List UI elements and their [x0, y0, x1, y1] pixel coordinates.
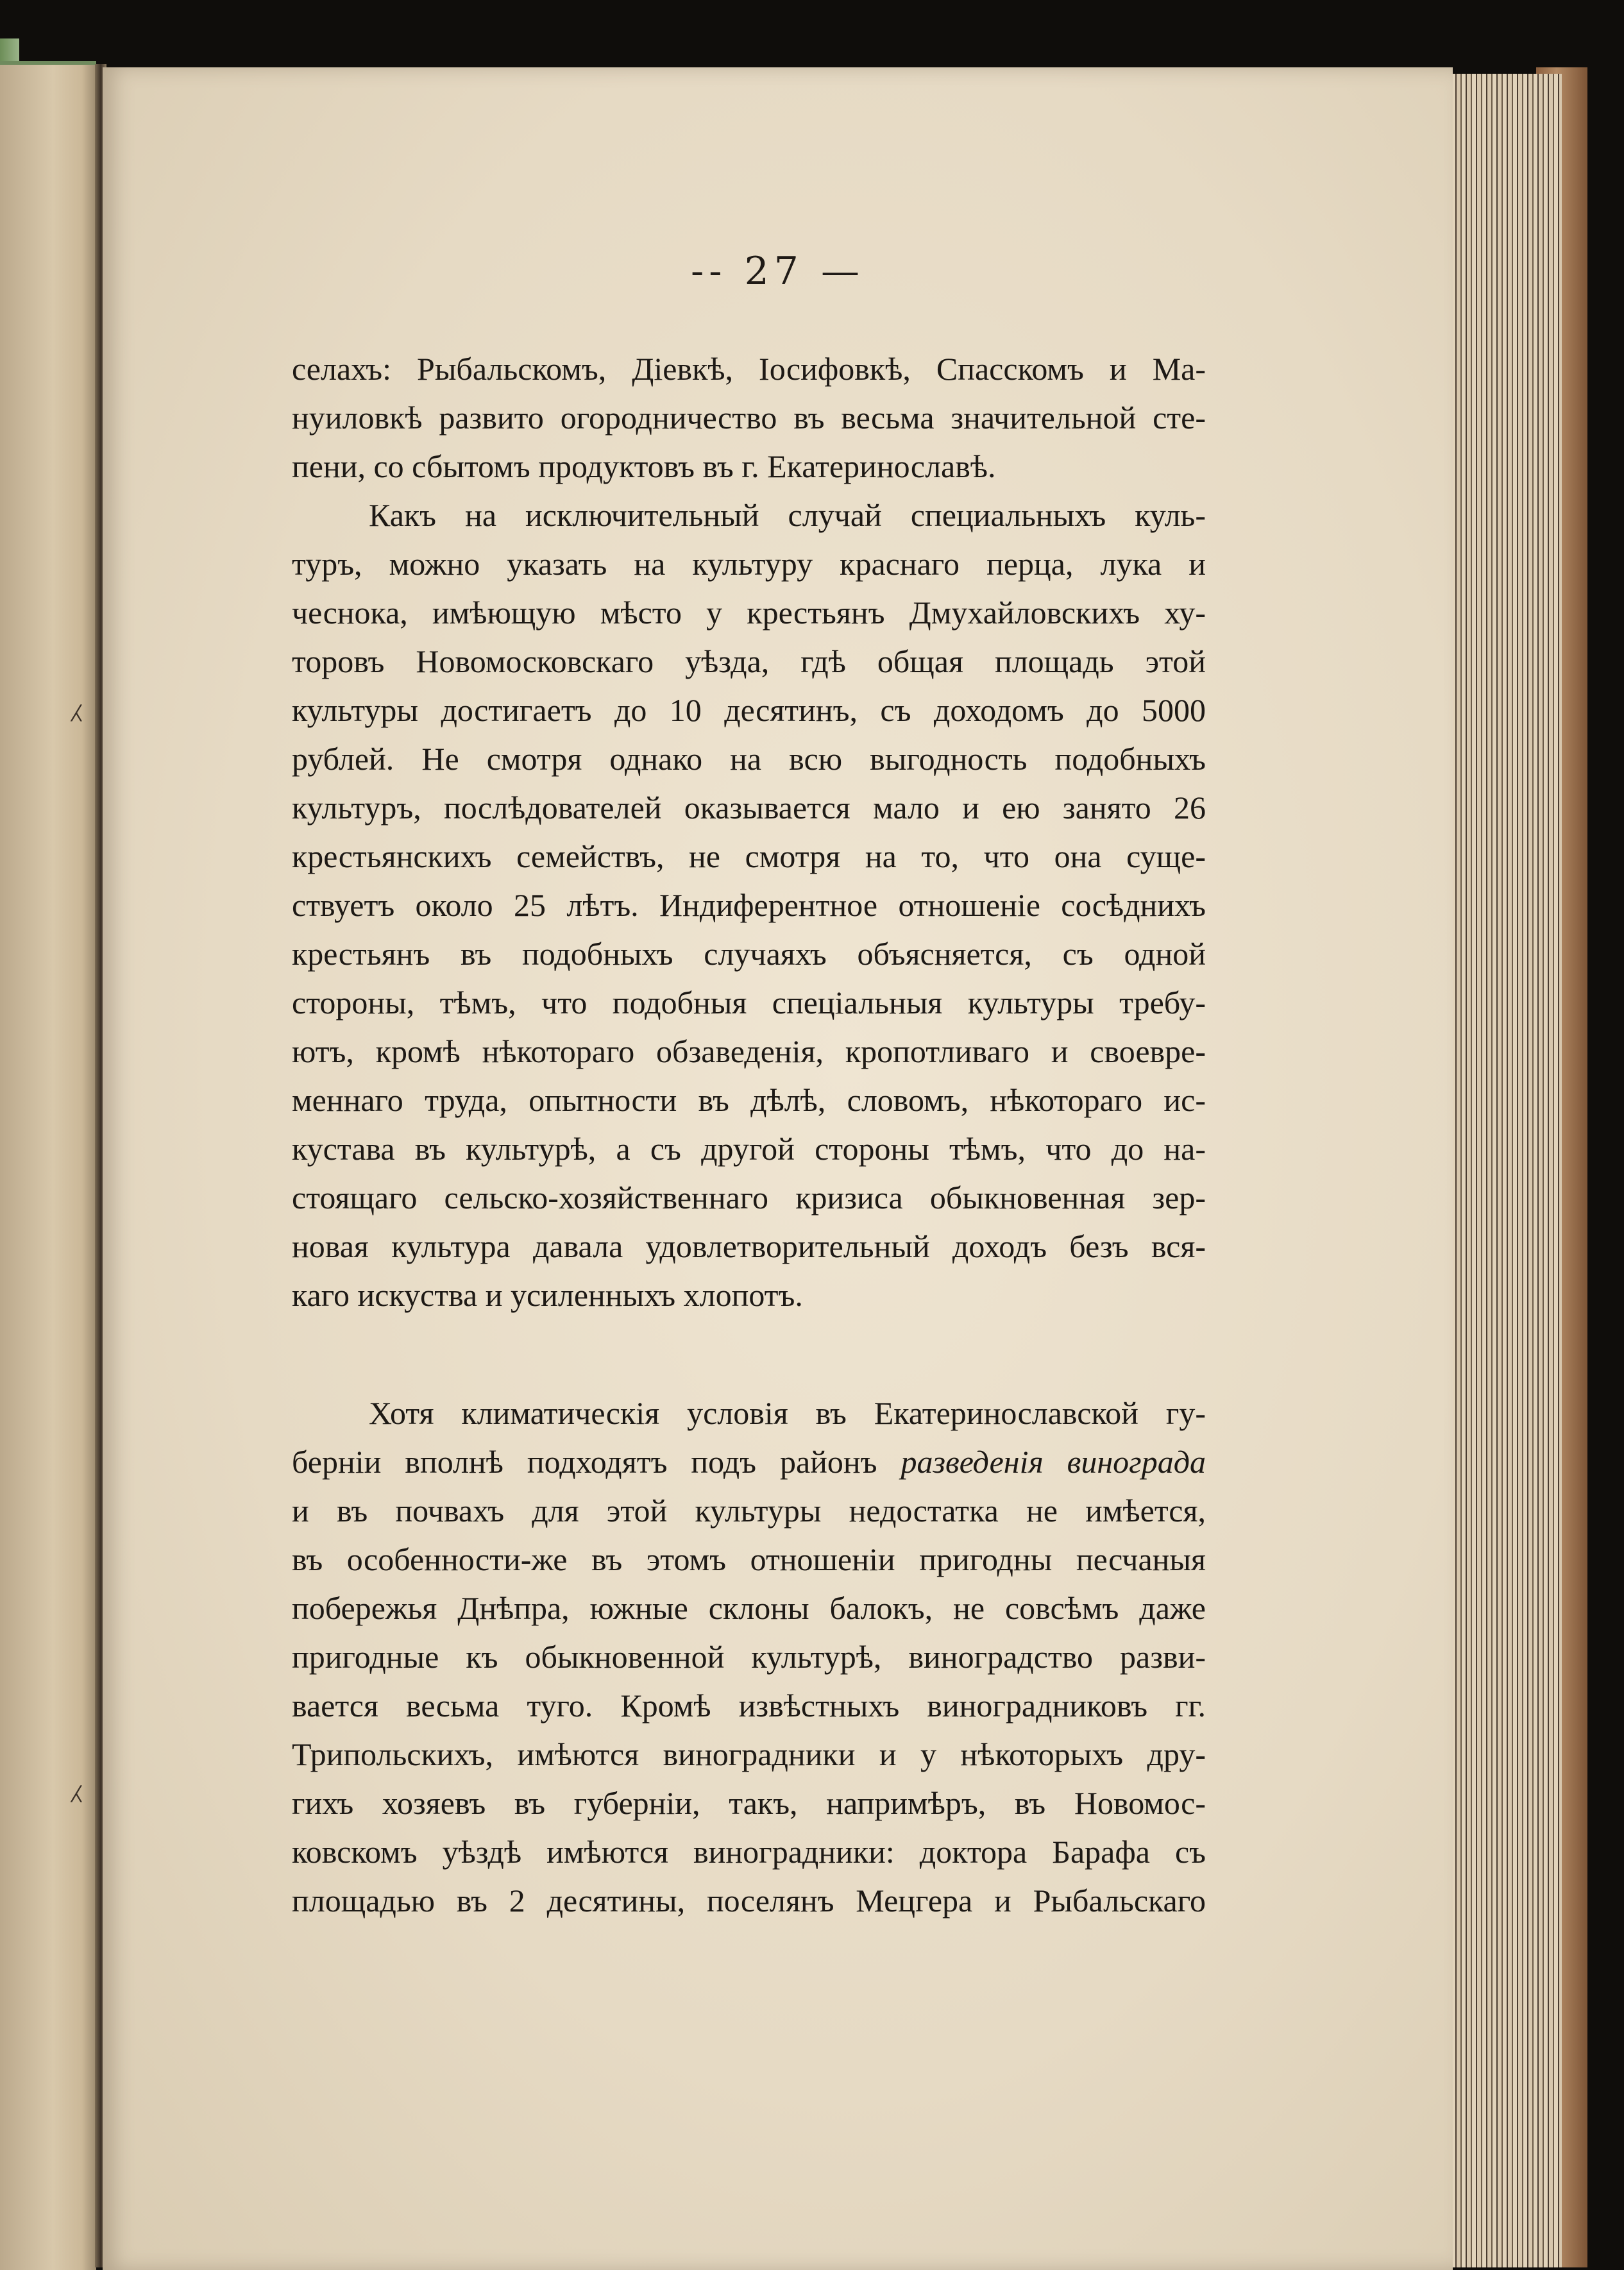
- text-line: Хотя климатическія условія въ Екатеринославской гу-: [369, 1395, 1206, 1431]
- text-line: торовъ Новомосковскаго уѣзда, гдѣ общая площадь этой: [292, 643, 1206, 679]
- text-line: пригодные къ обыкновенной культурѣ, виноградство разви-: [292, 1639, 1206, 1675]
- text-run: берніи вполнѣ подходятъ подъ районъ: [292, 1444, 901, 1480]
- body-text: [292, 344, 1206, 1925]
- text-line: стороны, тѣмъ, что подобныя спеціальныя культуры требу-: [292, 985, 1206, 1021]
- page: [103, 67, 1453, 2270]
- text-line: культуръ, послѣдователей оказывается мало и ею занято 26: [292, 790, 1206, 826]
- text-line: туръ, можно указать на культуру краснаго перца, лука и: [292, 546, 1206, 582]
- text-line: чеснока, имѣющую мѣсто у крестьянъ Дмухайловскихъ ху-: [292, 595, 1206, 631]
- text-line: крестьянскихъ семействъ, не смотря на то, что она суще-: [292, 838, 1206, 874]
- text-line: ютъ, кромѣ нѣкотораго обзаведенія, кропотливаго и своевре-: [292, 1033, 1206, 1069]
- text-line: и въ почвахъ для этой культуры недостатка не имѣется,: [292, 1493, 1206, 1529]
- text-line: крестьянъ въ подобныхъ случаяхъ объясняется, съ одной: [292, 936, 1206, 972]
- text-line: нуиловкѣ развито огородничество въ весьма значительной сте-: [292, 400, 1206, 436]
- text-line: рублей. Не смотря однако на всю выгодность подобныхъ: [292, 741, 1206, 777]
- text-line: вается весьма туго. Кромѣ извѣстныхъ виноградниковъ гг.: [292, 1688, 1206, 1724]
- text-line: ковскомъ уѣздѣ имѣются виноградники: доктора Барафа съ: [292, 1834, 1206, 1870]
- binding-thread-icon: ⁁: [72, 1761, 81, 1802]
- text-line: Какъ на исключительный случай специальныхъ куль-: [369, 497, 1206, 533]
- text-line: кустава въ культурѣ, а съ другой стороны тѣмъ, что до на-: [292, 1131, 1206, 1167]
- emphasized-text: разведенія винограда: [901, 1444, 1206, 1480]
- text-line: гихъ хозяевъ въ губерніи, такъ, напримѣръ, въ Новомос-: [292, 1785, 1206, 1821]
- text-line: селахъ: Рыбальскомъ, Діевкѣ, Іосифовкѣ, Спасскомъ и Ма-: [292, 351, 1206, 387]
- text-line: культуры достигаетъ до 10 десятинъ, съ доходомъ до 5000: [292, 692, 1206, 728]
- text-line: Трипольскихъ, имѣются виноградники и у нѣкоторыхъ дру-: [292, 1736, 1206, 1772]
- text-line: ствуетъ около 25 лѣтъ. Индиферентное отношеніе сосѣднихъ: [292, 887, 1206, 923]
- text-line: побережья Днѣпра, южные склоны балокъ, не совсѣмъ даже: [292, 1590, 1206, 1626]
- paragraph-gap: [292, 1319, 1206, 1389]
- page-block-edges: [1446, 74, 1562, 2267]
- text-line: стоящаго сельско-хозяйственнаго кризиса обыкновенная зер-: [292, 1180, 1206, 1215]
- text-line: площадью въ 2 десятины, поселянъ Мецгера и Рыбальскаго: [292, 1883, 1206, 1918]
- left-facing-page: [0, 61, 96, 2270]
- text-line: въ особенности-же въ этомъ отношеніи пригодны песчаныя: [292, 1541, 1206, 1577]
- text-line-with-emphasis: [292, 1437, 1206, 1486]
- text-line: пени, со сбытомъ продуктовъ въ г. Екатеринославѣ.: [292, 448, 996, 484]
- text-line: каго искуства и усиленныхъ хлопотъ.: [292, 1277, 803, 1313]
- text-line: новая культура давала удовлетворительный доходъ безъ вся-: [292, 1228, 1206, 1264]
- binding-thread-icon: ⁁: [72, 680, 81, 722]
- page-number: -- 27 —: [690, 249, 865, 294]
- text-line: меннаго труда, опытности въ дѣлѣ, словомъ, нѣкотораго ис-: [292, 1082, 1206, 1118]
